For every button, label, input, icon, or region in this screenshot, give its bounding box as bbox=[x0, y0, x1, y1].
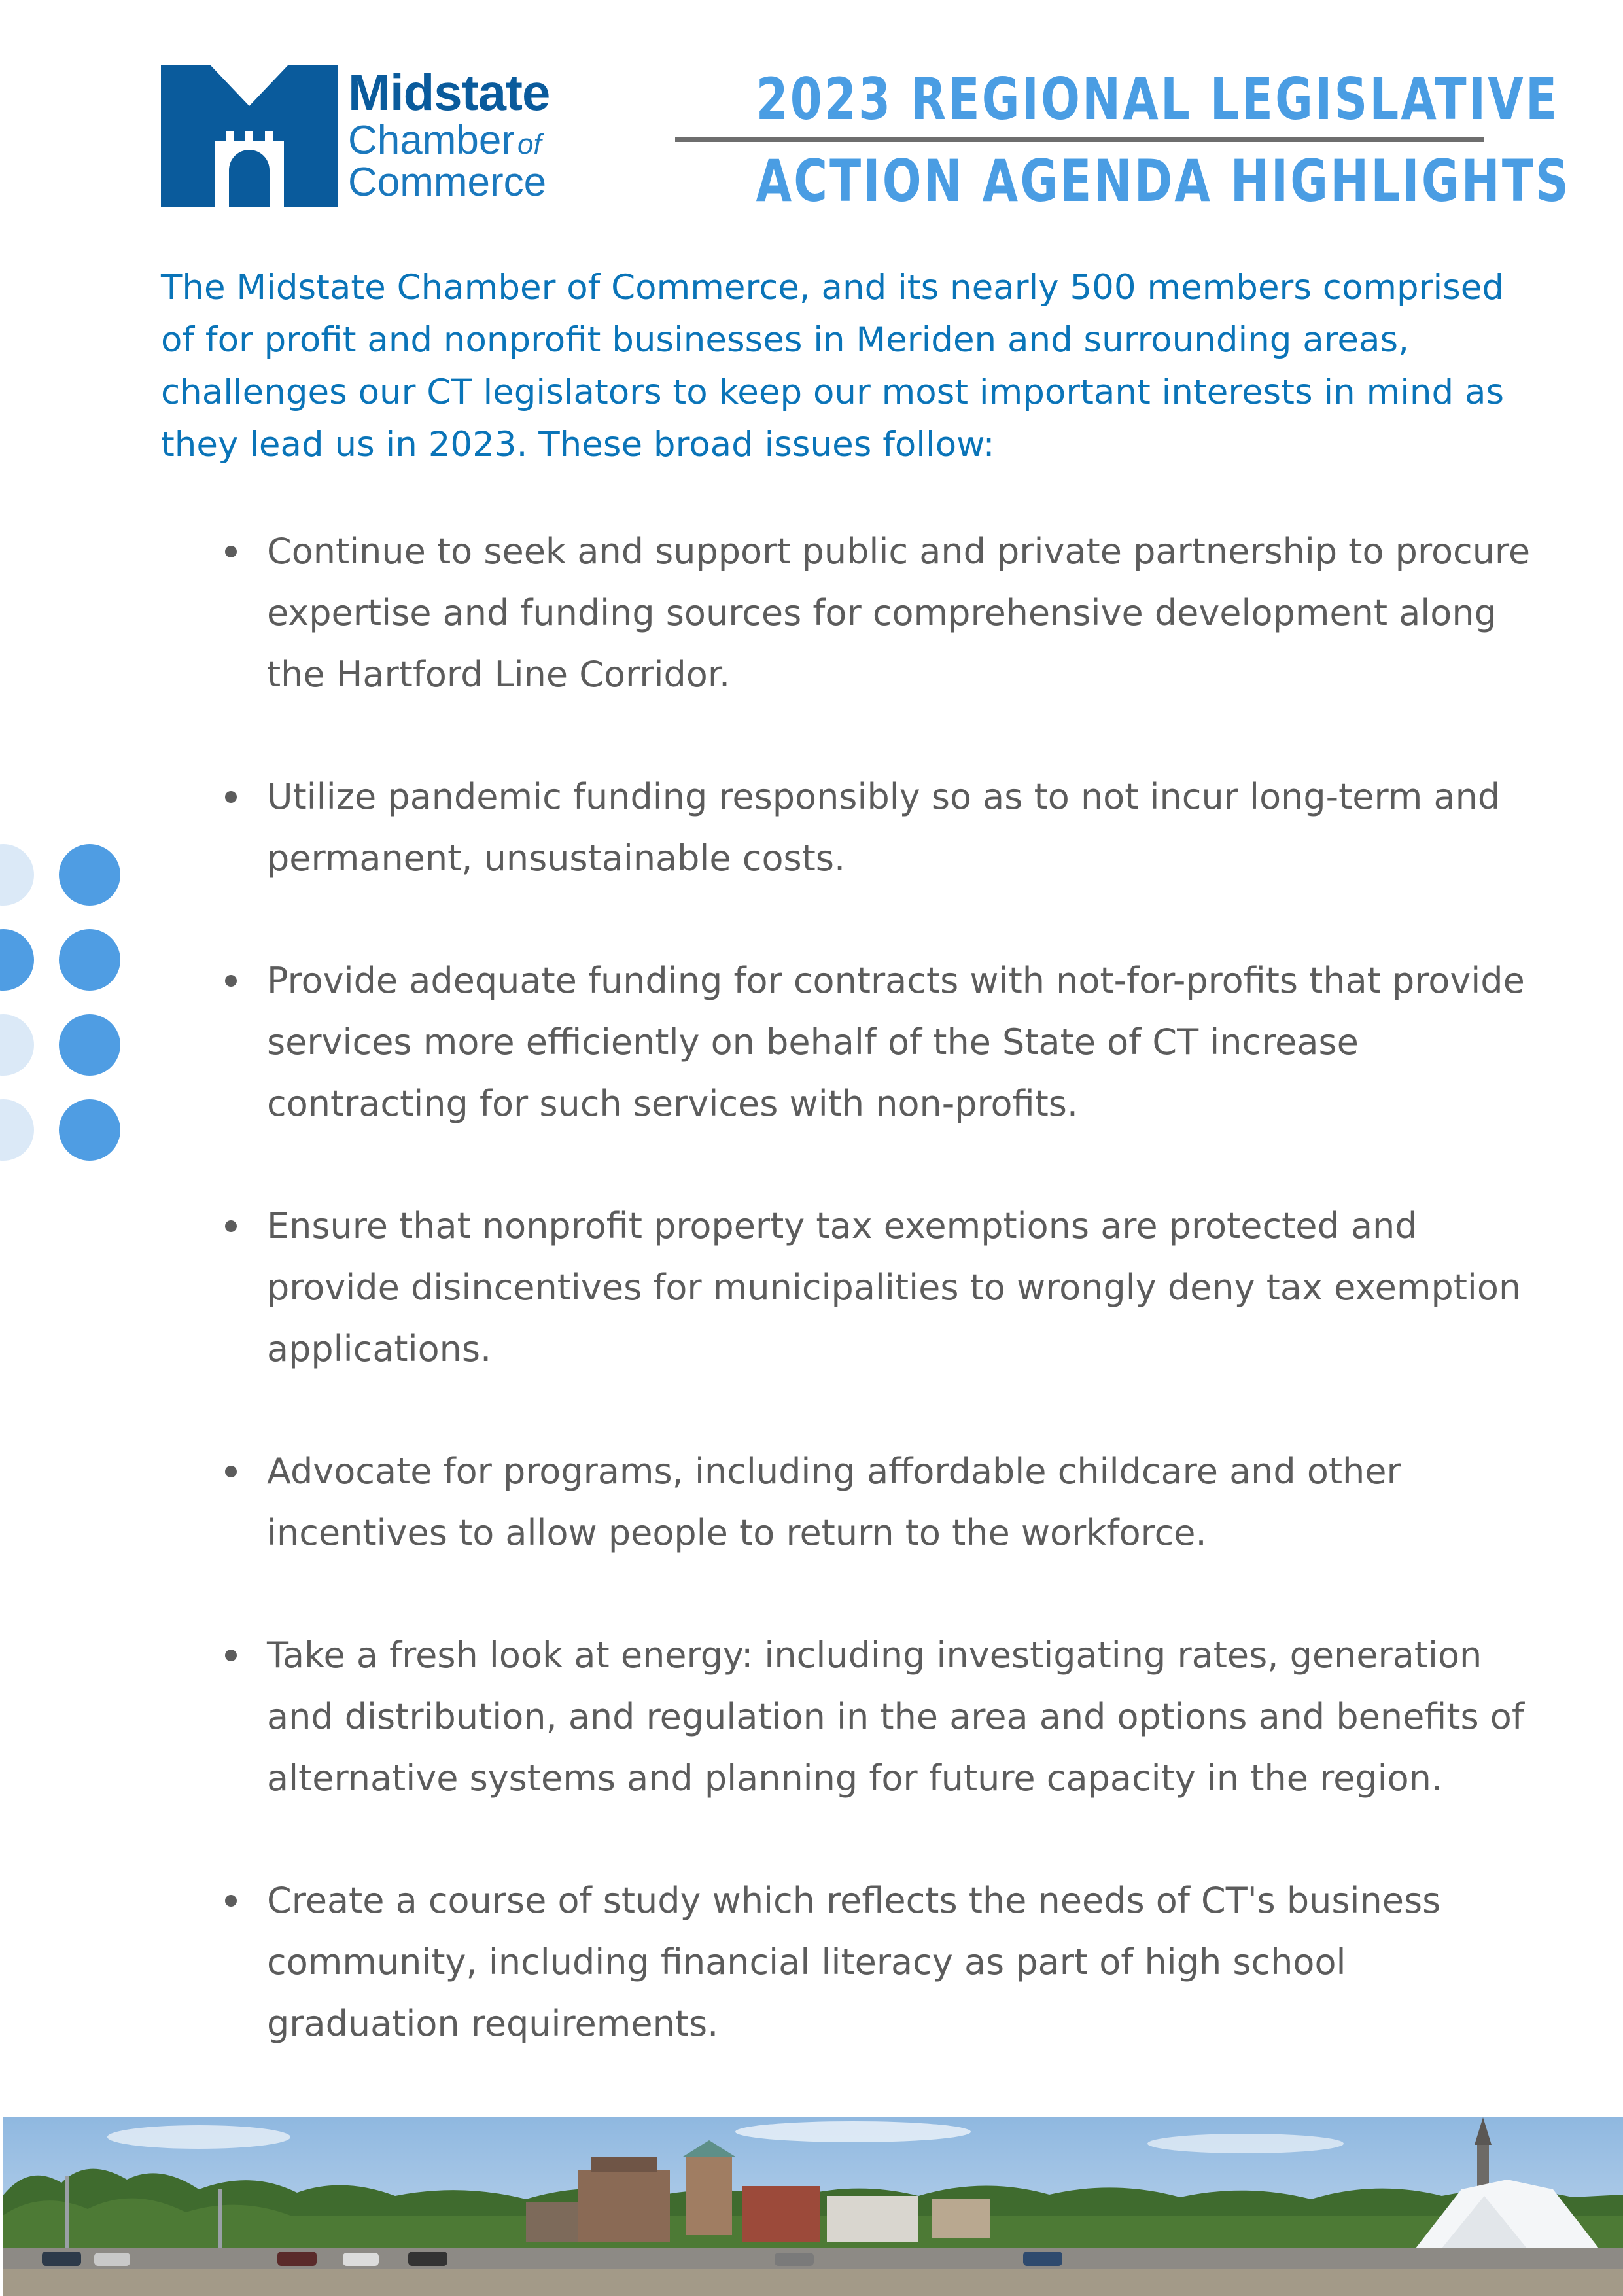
decor-dot bbox=[0, 1014, 34, 1076]
agenda-item-text: Take a fresh look at energy: including investigating rates, generation and distribution, and regulation in the area and options and benefits of alternative systems and planning for future capacity in the region. bbox=[267, 1634, 1524, 1799]
decor-dot bbox=[59, 1014, 120, 1076]
bullet-dot-icon bbox=[225, 546, 237, 557]
agenda-item bbox=[221, 950, 1536, 1135]
decor-dot bbox=[0, 844, 34, 906]
decor-dot bbox=[0, 1099, 34, 1161]
intro-paragraph: The Midstate Chamber of Commerce, and its nearly 500 members comprised of for profit and nonprofit businesses in Meriden and surrounding areas, challenges our CT legislators to keep our most important interests in mind as they lead us in 2023. These broad issues follow: bbox=[161, 268, 1505, 465]
logo-line-commerce: Commerce bbox=[348, 160, 547, 205]
castle-tower-logo-icon bbox=[161, 65, 338, 207]
logo-line-midstate: Midstate bbox=[348, 63, 550, 121]
agenda-item bbox=[221, 521, 1536, 705]
agenda-item-text: Provide adequate funding for contracts with not-for-profits that provide services more efficiently on behalf of the State of CT increase contracting for such services with non-profits. bbox=[267, 960, 1525, 1124]
page-title bbox=[675, 64, 1571, 217]
bullet-dot-icon bbox=[225, 1895, 237, 1907]
logo-word-chamber: Chamber bbox=[348, 118, 515, 163]
bullet-dot-icon bbox=[225, 1220, 237, 1232]
bullet-dot-icon bbox=[225, 1650, 237, 1661]
decor-dot bbox=[59, 929, 120, 991]
bullet-dot-icon bbox=[225, 975, 237, 987]
logo-line-chamber bbox=[348, 120, 550, 161]
town-green-photo bbox=[3, 2117, 1623, 2296]
title-divider bbox=[675, 137, 1484, 142]
decor-dot bbox=[0, 929, 34, 991]
town-skyline-image bbox=[3, 2117, 1623, 2296]
agenda-item bbox=[221, 1870, 1536, 2055]
bullet-dot-icon bbox=[225, 791, 237, 803]
agenda-item-text: Continue to seek and support public and private partnership to procure expertise and funding sources for comprehensive development along the Hartford Line Corridor. bbox=[267, 531, 1531, 695]
decor-dot bbox=[59, 1099, 120, 1161]
title-line-2: ACTION AGENDA HIGHLIGHTS bbox=[756, 147, 1571, 215]
agenda-item bbox=[221, 1195, 1536, 1380]
agenda-item-text: Advocate for programs, including affordable childcare and other incentives to allow people to return to the workforce. bbox=[267, 1451, 1401, 1553]
agenda-item-text: Create a course of study which reflects the needs of CT's business community, including financial literacy as part of high school graduation requirements. bbox=[267, 1880, 1441, 2044]
chamber-logo bbox=[161, 65, 593, 209]
agenda-item bbox=[221, 1441, 1536, 1564]
decorative-dot-grid bbox=[0, 844, 124, 1171]
bullet-dot-icon bbox=[225, 1466, 237, 1477]
agenda-item-text: Utilize pandemic funding responsibly so as to not incur long-term and permanent, unsustainable costs. bbox=[267, 776, 1501, 879]
agenda-item bbox=[221, 1625, 1536, 1809]
decor-dot bbox=[59, 844, 120, 906]
agenda-item bbox=[221, 766, 1536, 889]
logo-word-of: of bbox=[517, 128, 542, 160]
logo-wordmark bbox=[348, 63, 550, 205]
agenda-bullet-list bbox=[221, 521, 1536, 2115]
title-line-1: 2023 REGIONAL LEGISLATIVE bbox=[756, 65, 1560, 133]
agenda-item-text: Ensure that nonprofit property tax exemptions are protected and provide disincentives for municipalities to wrongly deny tax exemption applications. bbox=[267, 1205, 1522, 1369]
